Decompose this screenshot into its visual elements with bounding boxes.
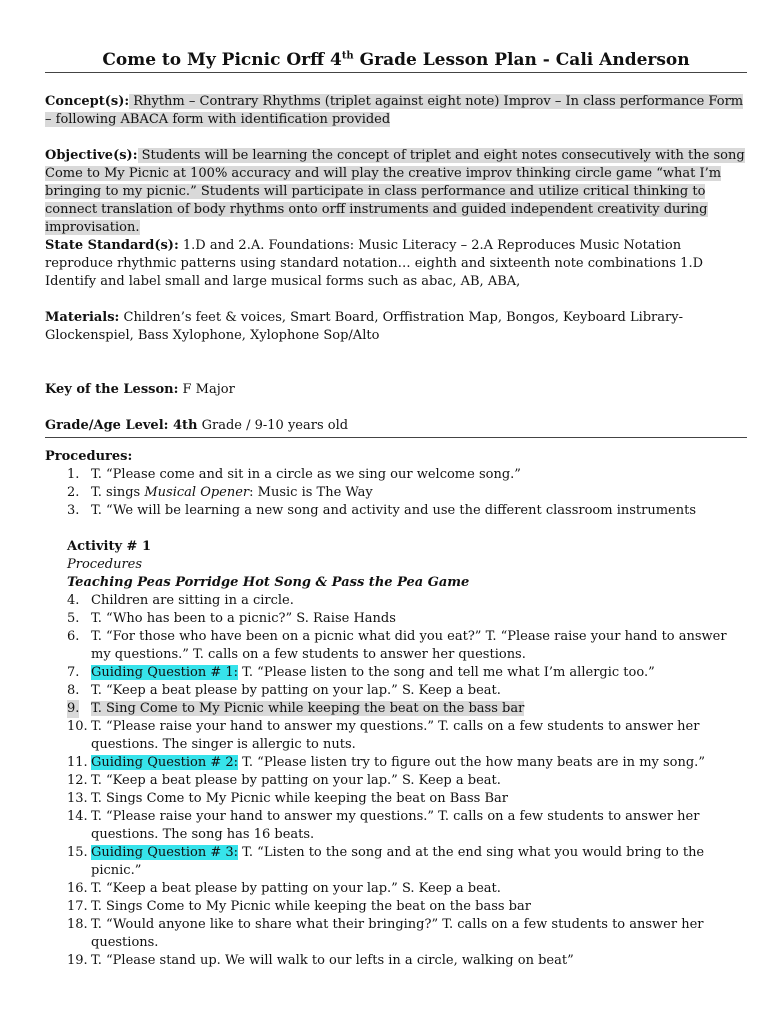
objective-section [45, 147, 747, 237]
key-text: F Major [178, 382, 235, 397]
list-item [45, 700, 747, 718]
list-item [45, 880, 747, 898]
materials-label: Materials: [45, 310, 120, 325]
step-number: 3. [67, 503, 80, 518]
section-divider [45, 437, 747, 438]
list-item [45, 898, 747, 916]
step-number: 19. [67, 953, 88, 968]
step-text: T. Sings Come to My Picnic while keeping the beat on Bass Bar [91, 791, 508, 806]
list-item [45, 664, 747, 682]
key-section [45, 381, 747, 399]
list-item [45, 718, 747, 754]
list-item [45, 772, 747, 790]
standards-text: 1.D and 2.A. Foundations: Music Literacy – 2.A Reproduces Music Notation reproduce rhythmic patterns using standard notation… eighth and sixteenth note combinations 1.D Identify and label small and large musical forms such as abac, AB, ABA, [45, 238, 703, 289]
step-number: 7. [67, 665, 80, 680]
title-divider [45, 72, 747, 73]
step-number: 13. [67, 791, 88, 806]
step-number: 5. [67, 611, 80, 626]
step-number: 18. [67, 917, 88, 932]
grade-label: Grade/Age Level: [45, 418, 169, 433]
step-text: T. “Please listen to the song and tell me what I’m allergic too.” [238, 665, 655, 680]
list-item [45, 484, 747, 502]
list-item [45, 466, 747, 484]
title-superscript: th [341, 50, 354, 62]
step-number: 16. [67, 881, 88, 896]
lesson-plan-page [45, 0, 747, 970]
standards-label: State Standard(s): [45, 238, 179, 253]
step-text: T. “For those who have been on a picnic what did you eat?” T. “Please raise your hand to answer my questions.” T. calls on a few students to answer her questions. [91, 629, 727, 662]
step-number: 11. [67, 755, 88, 770]
page-title [45, 48, 747, 72]
activity-title-text: Teaching Peas Porridge Hot Song & Pass the Pea Game [67, 575, 470, 590]
step-number: 12. [67, 773, 88, 788]
step-number: 14. [67, 809, 88, 824]
activity-sub-label: Procedures [67, 557, 143, 572]
step-text: T. “We will be learning a new song and activity and use the different classroom instruments [91, 503, 697, 518]
step-number: 2. [67, 485, 80, 500]
step-text: T. “Please listen try to figure out the how many beats are in my song.” [238, 755, 705, 770]
list-item [45, 754, 747, 772]
materials-section [45, 309, 747, 345]
list-item [45, 628, 747, 664]
guiding-question-label: Guiding Question # 3: [91, 845, 239, 860]
step-text: T. “Please stand up. We will walk to our lefts in a circle, walking on beat” [91, 953, 574, 968]
step-text: T. “Keep a beat please by patting on your lap.” S. Keep a beat. [91, 683, 501, 698]
list-item [45, 844, 747, 880]
grade-level: 4th [168, 418, 198, 433]
step-text: Children are sitting in a circle. [91, 593, 294, 608]
grade-age-text: Grade / 9-10 years old [197, 418, 349, 433]
intro-steps [45, 466, 747, 520]
list-item [45, 682, 747, 700]
procedures-label: Procedures: [45, 449, 133, 464]
activity-title [45, 574, 747, 592]
objective-text: Students will be learning the concept of triplet and eight notes consecutively with the song Come to My Picnic at 100% accuracy and will play the creative improv thinking circle game “what I’m bringing to my picnic.” Students will participate in class performance and utilize critical thinking to connect translation of body rhythms onto orff instruments and guided independent creativity during improvisation. [45, 148, 745, 235]
step-number: 15. [67, 845, 88, 860]
step-text: T. “Listen to the song and at the end sing what you would bring to the picnic.” [91, 845, 705, 878]
step-text: T. “Please come and sit in a circle as we sing our welcome song.” [91, 467, 521, 482]
list-item [45, 502, 747, 520]
step-text: T. “Keep a beat please by patting on your lap.” S. Keep a beat. [91, 881, 501, 896]
step-text-italic: Musical Opener [144, 485, 250, 500]
step-number: 17. [67, 899, 88, 914]
list-item [45, 790, 747, 808]
step-text: T. “Please raise your hand to answer my questions.” T. calls on a few students to answer her questions. The singer is allergic to nuts. [91, 719, 700, 752]
standards-section [45, 237, 747, 291]
step-text: T. Sing Come to My Picnic while keeping the beat on the bass bar [91, 701, 525, 716]
activity-steps [45, 592, 747, 970]
list-item [45, 916, 747, 952]
title-text-rest: Grade Lesson Plan - Cali Anderson [353, 50, 690, 70]
step-number: 8. [67, 683, 80, 698]
guiding-question-label: Guiding Question # 2: [91, 755, 239, 770]
step-text: T. “Who has been to a picnic?” S. Raise Hands [91, 611, 396, 626]
step-number: 9. [67, 701, 80, 716]
list-item [45, 952, 747, 970]
activity-label: Activity # 1 [67, 539, 151, 554]
step-text: T. “Please raise your hand to answer my questions.” T. calls on a few students to answer her questions. The song has 16 beats. [91, 809, 700, 842]
objective-label: Objective(s): [45, 148, 138, 163]
list-item [45, 592, 747, 610]
step-number: 4. [67, 593, 80, 608]
list-item [45, 610, 747, 628]
step-text: T. Sings Come to My Picnic while keeping the beat on the bass bar [91, 899, 531, 914]
concept-text: Rhythm – Contrary Rhythms (triplet against eight note) Improv – In class performance Form – following ABACA form with identification provided [45, 94, 744, 127]
activity-subheading [45, 556, 747, 574]
guiding-question-label: Guiding Question # 1: [91, 665, 239, 680]
step-text: T. “Would anyone like to share what their bringing?” T. calls on a few students to answer her questions. [91, 917, 704, 950]
step-number: 6. [67, 629, 80, 644]
materials-text: Children’s feet & voices, Smart Board, Orffistration Map, Bongos, Keyboard Library- Glockenspiel, Bass Xylophone, Xylophone Sop/Alto [45, 310, 683, 343]
procedures-heading [45, 448, 747, 466]
key-label: Key of the Lesson: [45, 382, 179, 397]
list-item [45, 808, 747, 844]
step-text: T. sings [91, 485, 145, 500]
title-text: Come to My Picnic Orff 4 [102, 50, 342, 70]
step-number: 10. [67, 719, 88, 734]
step-number: 1. [67, 467, 80, 482]
step-text-rest: : Music is The Way [249, 485, 373, 500]
concept-label: Concept(s): [45, 94, 130, 109]
step-text: T. “Keep a beat please by patting on your lap.” S. Keep a beat. [91, 773, 501, 788]
concept-section [45, 93, 747, 129]
activity-heading [45, 538, 747, 556]
grade-section [45, 417, 747, 435]
